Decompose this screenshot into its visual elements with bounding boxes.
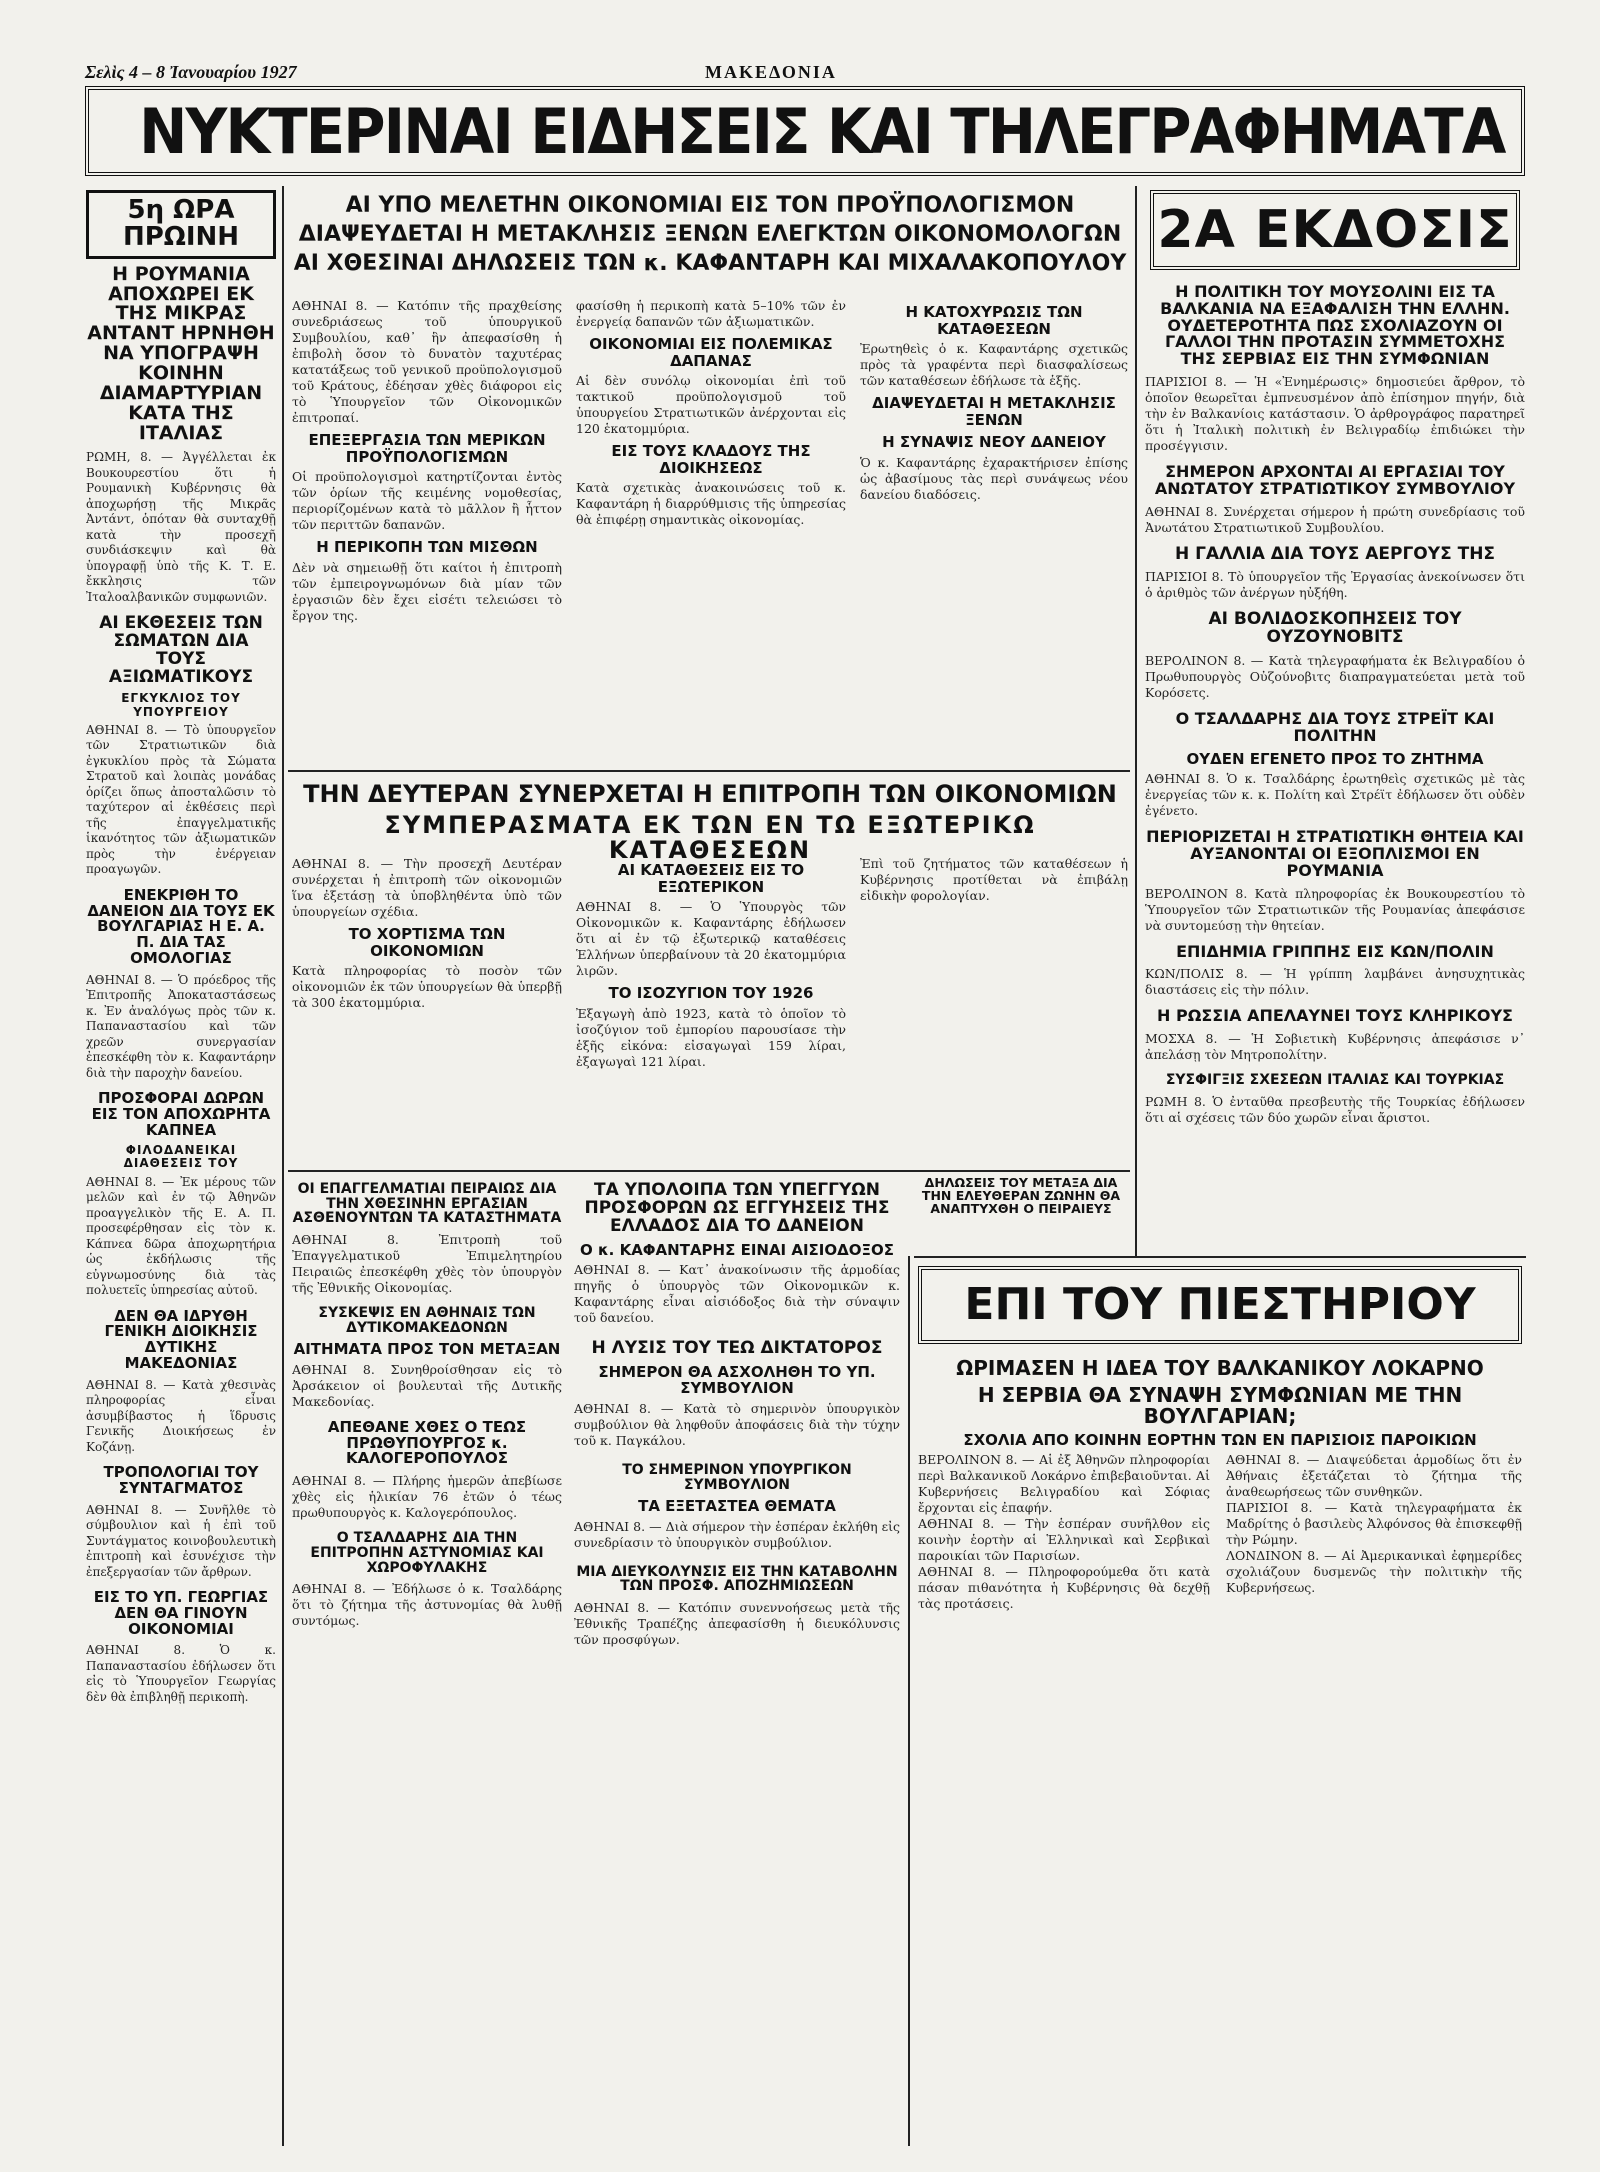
article-body: ΑΘΗΝΑΙ 8. — Κατὰ τὸ σημερινὸν ὑπουργικὸν συμβούλιον θὰ ληφθοῦν ἀποφάσεις διὰ τὴν τύχην τοῦ κ. Παγκάλου. <box>574 1400 900 1448</box>
text-column <box>860 856 1128 904</box>
article-body: ΠΑΡΙΣΙΟΙ 8. Τὸ ὑπουργεῖον τῆς Ἐργασίας ἀνεκοίνωσεν ὅτι ὁ ἀριθμὸς τῶν ἀνέργων ηὐξήθη. <box>1145 569 1525 601</box>
article-body: Δὲν νὰ σημειωθῇ ὅτι καίτοι ἡ ἐπιτροπὴ τῶν ἐμπειρογνωμόνων διὰ μίαν τῶν ἐργασιῶν δὲν ἔχει εἰσέτι τελειώσει τὸ ἔργον της. <box>292 559 562 623</box>
article-body: ΑΘΗΝΑΙ 8. — Διαψεύδεται ἁρμοδίως ὅτι ἐν Ἀθήναις ἐξετάζεται τὸ ζήτημα τῆς ἀναθεωρήσεως τῶν συνθηκῶν. <box>1226 1452 1522 1499</box>
headline: ΣΧΟΛΙΑ ΑΠΟ ΚΟΙΝΗΝ ΕΟΡΤΗΝ ΤΩΝ ΕΝ ΠΑΡΙΣΙΟΙΣ ΠΑΡΟΙΚΙΩΝ <box>963 1431 1477 1449</box>
column-rule <box>908 1256 910 2146</box>
article-body: ΠΑΡΙΣΙΟΙ 8. — Κατὰ τηλεγραφήματα ἐκ Μαδρίτης ὁ βασιλεὺς Ἀλφόνσος θὰ ἐπισκεφθῇ τὴν Ρώμην. <box>1226 1500 1522 1547</box>
text-column <box>860 298 1128 503</box>
subheadline: ΕΠΕΞΕΡΓΑΣΙΑ ΤΩΝ ΜΕΡΙΚΩΝ ΠΡΟΫΠΟΛΟΓΙΣΜΩΝ <box>308 431 546 466</box>
center-low-col-b <box>574 1176 900 2146</box>
column-rule <box>282 186 284 2146</box>
press-box-title: ΕΠΙ ΤΟΥ ΠΙΕΣΤΗΡΙΟΥ <box>964 1279 1476 1330</box>
article-body: ΚΩΝ/ΠΟΛΙΣ 8. — Ἡ γρίππη λαμβάνει ἀνησυχητικὰς διαστάσεις εἰς τὴν πόλιν. <box>1145 966 1525 998</box>
bottom-right-article <box>918 1352 1522 2146</box>
article-body: ΡΩΜΗ 8. Ὁ ἐνταῦθα πρεσβευτὴς τῆς Τουρκίας ἐδήλωσεν ὅτι αἱ σχέσεις τῶν δύο χωρῶν εἶναι ἄριστοι. <box>1145 1093 1525 1125</box>
article-body: ΑΘΗΝΑΙ 8. — Πληροφορούμεθα ὅτι κατὰ πάσαν πιθανότητα ἡ Κυβέρνησις θὰ δεχθῇ τὰς προτάσεις. <box>918 1564 1210 1611</box>
headline: Η ΓΑΛΛΙΑ ΔΙΑ ΤΟΥΣ ΑΕΡΓΟΥΣ ΤΗΣ <box>1174 543 1496 564</box>
article-body: ΑΘΗΝΑΙ 8. — Κατόπιν συνεννοήσεως μετὰ τῆς Ἐθνικῆς Τραπέζης ἀπεφασίσθη ἡ διευκόλυνσις τῶν προσφύγων. <box>574 1600 900 1648</box>
subheadline: ΑΙΤΗΜΑΤΑ ΠΡΟΣ ΤΟΝ ΜΕΤΑΞΑΝ <box>293 1340 561 1359</box>
article-body: ΑΘΗΝΑΙ 8. — Τὴν προσεχῆ Δευτέραν συνέρχεται ἡ ἐπιτροπὴ τῶν οἰκονομιῶν ἵνα ἐξετάσῃ τὰ ὑποβληθέντα ὑπὸ τῶν ὑπουργείων σχέδια. <box>292 856 562 919</box>
article-body: ΑΘΗΝΑΙ 8. Συνηθροίσθησαν εἰς τὸ Ἀρσάκειον οἱ βουλευταὶ τῆς Δυτικῆς Μακεδονίας. <box>292 1361 562 1409</box>
headline: ΤΗΝ ΔΕΥΤΕΡΑΝ ΣΥΝΕΡΧΕΤΑΙ Η ΕΠΙΤΡΟΠΗ ΤΩΝ ΟΙΚΟΝΟΜΙΩΝ <box>303 780 1117 808</box>
subheadline: ΔΙΑΨΕΥΔΕΤΑΙ Η ΜΕΤΑΚΛΗΣΙΣ ΞΕΝΩΝ <box>872 394 1116 429</box>
center-mid-article <box>292 776 1128 1166</box>
article-body: Οἱ προϋπολογισμοὶ κατηρτίζονται ἐντὸς τῶν ὁρίων τῆς κειμένης νομοθεσίας, περιορίζομένων κατὰ τὸ μᾶλλον ἢ ἧττον τῶν περιττῶν δαπανῶν. <box>292 469 562 532</box>
headline: ΑΙ ΧΘΕΣΙΝΑΙ ΔΗΛΩΣΕΙΣ ΤΩΝ κ. ΚΑΦΑΝΤΑΡΗ ΚΑΙ ΜΙΧΑΛΑΚΟΠΟΥΛΟΥ <box>293 251 1127 277</box>
article-body: ΑΘΗΝΑΙ 8. — Τὸ ὑπουργεῖον τῶν Στρατιωτικῶν διὰ ἐγκυκλίου πρὸς τὰ Σώματα Στρατοῦ καὶ λοιπὰς μονάδας ὁρίζει ὅπως ἀποσταλῶσιν τὸ ταχύτερον αἱ ἐκθέσεις περὶ τῆς ἐπαγγελματικῆς ἱκανότητος τῶν ἀξιωματικῶν πρὸς τὴν ἐνέργειαν προαγωγῶν. <box>86 722 276 877</box>
headline: Η ΣΕΡΒΙΑ ΘΑ ΣΥΝΑΨΗ ΣΥΜΦΩΝΙΑΝ ΜΕ ΤΗΝ ΒΟΥΛΓΑΡΙΑΝ; <box>977 1383 1463 1428</box>
kicker: 5η ΩΡΑ ΠΡΩΙΝΗ <box>86 190 276 259</box>
headline: ΤΡΟΠΟΛΟΓΙΑΙ ΤΟΥ ΣΥΝΤΑΓΜΑΤΟΣ <box>103 1463 259 1497</box>
masthead-title: ΜΑΚΕΔΟΝΙΑ <box>705 62 837 82</box>
article-body: ΛΟΝΔΙΝΟΝ 8. — Αἱ Ἀμερικανικαὶ ἐφημερίδες σχολιάζουν δυσμενῶς τὴν πολιτικὴν τῆς Κυβερνήσεως. <box>1226 1548 1522 1595</box>
headline: ΟΙ ΕΠΑΓΓΕΛΜΑΤΙΑΙ ΠΕΙΡΑΙΩΣ ΔΙΑ ΤΗΝ ΧΘΕΣΙΝΗΝ ΕΡΓΑΣΙΑΝ ΑΣΘΕΝΟΥΝΤΩΝ ΤΑ ΚΑΤΑΣΤΗΜΑΤΑ <box>292 1181 562 1227</box>
subheadline: ΦΙΛΟΔΑΝΕΙΚΑΙ ΔΙΑΘΕΣΕΙΣ ΤΟΥ <box>123 1143 239 1171</box>
headline: ΔΕΝ ΘΑ ΙΔΡΥΘΗ ΓΕΝΙΚΗ ΔΙΟΙΚΗΣΙΣ ΔΥΤΙΚΗΣ ΜΑΚΕΔΟΝΙΑΣ <box>104 1306 258 1372</box>
text-column <box>1226 1452 1522 1596</box>
headline: Ο ΤΣΑΛΔΑΡΗΣ ΔΙΑ ΤΗΝ ΕΠΙΤΡΟΠΗΝ ΑΣΤΥΝΟΜΙΑΣ ΚΑΙ ΧΩΡΟΦΥΛΑΚΗΣ <box>310 1530 544 1576</box>
article-body: ΑΘΗΝΑΙ 8. — Τὴν ἑσπέραν συνῆλθον εἰς κοινὴν ἑορτὴν αἱ Ἑλληνικαὶ καὶ Σερβικαὶ παροικίαι τῶν Παρισίων. <box>918 1516 1210 1563</box>
article-body: Κατὰ πληροφορίας τὸ ποσὸν τῶν οἰκονομιῶν ἐκ τῶν ὑπουργείων θὰ ὑπερβῇ τὰ 300 ἑκατομμύρια. <box>292 963 562 1010</box>
running-head <box>85 62 1525 86</box>
article-body: Ἐξαγωγὴ ἀπὸ 1923, κατὰ τὸ ὁποῖον τὸ ἰσοζύγιον τοῦ ἐμπορίου παρουσίασε τὴν ἑξῆς εἰκόνα: εἰσαγωγαὶ 159 λίραι, ἐξαγωγαὶ 121 λίραι. <box>576 1005 846 1069</box>
text-column <box>292 298 562 624</box>
section-rule <box>288 1170 1130 1172</box>
column-rule <box>1135 186 1137 1256</box>
section-rule <box>288 770 1130 772</box>
text-column <box>918 1452 1210 1612</box>
subheadline: ΤΟ ΙΣΟΖΥΓΙΟΝ ΤΟΥ 1926 <box>608 984 814 1002</box>
headline: Η ΡΟΥΜΑΝΙΑ ΑΠΟΧΩΡΕΙ ΕΚ ΤΗΣ ΜΙΚΡΑΣ ΑΝΤΑΝΤ ΗΡΝΗΘΗ ΝΑ ΥΠΟΓΡΑΨΗ ΚΟΙΝΗΝ ΔΙΑΜΑΡΤΥΡΙΑΝ ΚΑΤΑ ΤΗΣ ΙΤΑΛΙΑΣ <box>87 262 275 445</box>
left-column <box>86 188 276 2146</box>
subheadline: Η ΠΕΡΙΚΟΠΗ ΤΩΝ ΜΙΣΘΩΝ <box>316 538 538 556</box>
edition-box <box>1150 190 1520 270</box>
headline: ΠΕΡΙΟΡΙΖΕΤΑΙ Η ΣΤΡΑΤΙΩΤΙΚΗ ΘΗΤΕΙΑ ΚΑΙ ΑΥΞΑΝΟΝΤΑΙ ΟΙ ΕΞΟΠΛΙΣΜΟΙ ΕΝ ΡΟΥΜΑΝΙΑ <box>1146 827 1524 880</box>
article-body: ΑΘΗΝΑΙ 8. — Πλήρης ἡμερῶν ἀπεβίωσε χθὲς εἰς ἡλικίαν 76 ἐτῶν ὁ τέως πρωθυπουργὸς κ. Καλογερόπουλος. <box>292 1473 562 1521</box>
article-body: ΒΕΡΟΛΙΝΟΝ 8. — Αἱ ἐξ Ἀθηνῶν πληροφορίαι περὶ Βαλκανικοῦ Λοκάρνο ἐπιβεβαιοῦνται. Αἱ Κυβερνήσεις Βελιγραδίου καὶ Σόφιας ἔρχονται εἰς ἐπαφήν. <box>918 1452 1210 1515</box>
subheadline: ΕΙΣ ΤΟΥΣ ΚΛΑΔΟΥΣ ΤΗΣ ΔΙΟΙΚΗΣΕΩΣ <box>611 442 811 477</box>
headline: ΤΑ ΥΠΟΛΟΙΠΑ ΤΩΝ ΥΠΕΓΓΥΩΝ ΠΡΟΣΦΟΡΩΝ ΩΣ ΕΓΓΥΗΣΕΙΣ ΤΗΣ ΕΛΛΑΔΟΣ ΔΙΑ ΤΟ ΔΑΝΕΙΟΝ <box>584 1180 890 1236</box>
center-top-article <box>292 188 1128 766</box>
section-rule <box>914 1256 1526 1258</box>
article-body: ΑΘΗΝΑΙ 8. — Συνῆλθε τὸ σύμβουλιον καὶ ἡ ἐπὶ τοῦ Συντάγματος κοινοβουλευτικὴ ἐπιτροπὴ καὶ ἐσυνέχισε τὴν ἐπεξεργασίαν τῶν ἄρθρων. <box>86 1502 276 1579</box>
article-body: ΑΘΗΝΑΙ 8. — Ἐκ μέρους τῶν μελῶν καὶ ἐν τῷ Ἀθηνῶν προαγγελικὸν τῆς Ε. Α. Π. προσεφέρθησαν εἰς τὸν κ. Κάπνεα δῶρα ἀποχωρητήρια ὡς ἐκδήλωσις τῆς εὐγνωμοσύνης διὰ τὰς πολυετεῖς ὑπηρεσίας αὐτοῦ. <box>86 1174 276 1298</box>
headline: ΠΡΟΣΦΟΡΑΙ ΔΩΡΩΝ ΕΙΣ ΤΟΝ ΑΠΟΧΩΡΗΤΑ ΚΑΠΝΕΑ <box>91 1089 271 1139</box>
article-body: Ὁ κ. Καφαντάρης ἐχαρακτήρισεν ἐπίσης ὡς ἀβασίμους τὰς περὶ συνάψεως νέου δανείου διαδόσεις. <box>860 454 1128 502</box>
article-body: ΑΘΗΝΑΙ 8. — Κατ᾽ ἀνακοίνωσιν τῆς ἁρμοδίας πηγῆς ὁ ὑπουργὸς τῶν Οἰκονομικῶν κ. Καφαντάρης εἶναι αἰσιόδοξος διὰ τὴν σύναψιν τοῦ δανείου. <box>574 1262 900 1326</box>
subheadline: Η ΚΑΤΟΧΥΡΩΣΙΣ ΤΩΝ ΚΑΤΑΘΕΣΕΩΝ <box>905 303 1083 338</box>
article-body: ΑΘΗΝΑΙ 8. — Ὁ πρόεδρος τῆς Ἐπιτροπῆς Ἀποκαταστάσεως κ. Ἐν ἀναλόγως πρὸς τῶν κ. Παπαναστασίου καὶ τῶν χρεῶν συνεργασίαν ἐπεσκέφθη τὸν κ. Καφαντάρην διὰ τὴν παροχὴν δανείου. <box>86 972 276 1080</box>
subheadline: ΟΥΔΕΝ ΕΓΕΝΕΤΟ ΠΡΟΣ ΤΟ ΖΗΤΗΜΑ <box>1186 749 1484 768</box>
headline: Η ΛΥΣΙΣ ΤΟΥ ΤΕΩ ΔΙΚΤΑΤΟΡΟΣ <box>591 1338 883 1359</box>
headline: Η ΠΟΛΙΤΙΚΗ ΤΟΥ ΜΟΥΣΟΛΙΝΙ ΕΙΣ ΤΑ ΒΑΛΚΑΝΙΑ ΝΑ ΕΞΑΦΑΛΙΣΗ ΤΗΝ ΕΛΛΗΝ. ΟΥΔΕΤΕΡΟΤΗΤΑ ΠΩΣ ΣΧΟΛΙΑΖΟΥΝ ΟΙ ΓΑΛΛΟΙ ΤΗΝ ΠΡΟΤΑΣΙΝ ΣΥΜΜΕΤΟΧΗΣ ΤΗΣ ΣΕΡΒΙΑΣ ΕΙΣ ΤΗΝ ΣΥΜΦΩΝΙΑΝ <box>1160 282 1510 369</box>
section-banner <box>85 86 1525 176</box>
article-body: ΑΘΗΝΑΙ 8. Ὁ κ. Παπαναστασίου ἐδήλωσεν ὅτι εἰς τὸ Ὑπουργεῖον Γεωργίας δὲν θὰ ἐπιβληθῇ περικοπὴ. <box>86 1643 276 1704</box>
edition-label: 2Α ΕΚΔΟΣΙΣ <box>1157 200 1513 260</box>
headline: ΣΥΣΦΙΓΞΙΣ ΣΧΕΣΕΩΝ ΙΤΑΛΙΑΣ ΚΑΙ ΤΟΥΡΚΙΑΣ <box>1165 1072 1505 1089</box>
article-body: ΑΘΗΝΑΙ 8. — Ἐδήλωσε ὁ κ. Τσαλδάρης ὅτι τὸ ζήτημα τῆς ἀστυνομίας θὰ λυθῇ συντόμως. <box>292 1581 562 1629</box>
subheadline: ΤΟ ΧΟΡΤΙΣΜΑ ΤΩΝ ΟΙΚΟΝΟΜΙΩΝ <box>348 925 506 960</box>
headline: ΑΙ ΥΠΟ ΜΕΛΕΤΗΝ ΟΙΚΟΝΟΜΙΑΙ ΕΙΣ ΤΟΝ ΠΡΟΫΠΟΛΟΓΙΣΜΟΝ <box>345 193 1075 218</box>
right-column <box>1145 278 1525 1254</box>
page-date: Σελὶς 4 – 8 Ἰανουαρίου 1927 <box>85 62 297 82</box>
center-low-col-a <box>292 1176 562 2146</box>
article-body: ΑΘΗΝΑΙ 8. — Διὰ σήμερον τὴν ἑσπέραν ἐκλήθη εἰς συνεδρίασιν τὸ ὑπουργικὸν συμβούλιον. <box>574 1518 900 1550</box>
press-box <box>918 1266 1522 1344</box>
text-column <box>576 856 846 1070</box>
headline: ΣΥΜΠΕΡΑΣΜΑΤΑ ΕΚ ΤΩΝ ΕΝ ΤΩ ΕΞΩΤΕΡΙΚΩ ΚΑΤΑΘΕΣΕΩΝ <box>384 811 1036 865</box>
article-body: ΑΘΗΝΑΙ 8. — Κατόπιν τῆς πραχθείσης συνεδριάσεως τοῦ ὑπουργικοῦ Συμβουλίου, καθ᾽ ἣν ἀπεφασίσθη ἡ ἐπιβολὴ ὅσον τὸ δυνατὸν ταχυτέρας κατατάξεως τοῦ γενικοῦ προϋπολογισμοῦ τοῦ Κράτους, ἐδέησαν χθὲς διάφοροι εἰς τὸ Ὑπουργεῖον τῶν Οἰκονομικῶν ἐπιτροπαί. <box>292 298 562 425</box>
headline: Ο ΤΣΑΛΔΑΡΗΣ ΔΙΑ ΤΟΥΣ ΣΤΡΕΪΤ ΚΑΙ ΠΟΛΙΤΗΝ <box>1175 709 1495 745</box>
subheadline: ΤΑ ΕΞΕΤΑΣΤΕΑ ΘΕΜΑΤΑ <box>638 1497 836 1516</box>
headline: Η ΡΩΣΣΙΑ ΑΠΕΛΑΥΝΕΙ ΤΟΥΣ ΚΛΗΡΙΚΟΥΣ <box>1157 1006 1513 1026</box>
headline: ΩΡΙΜΑΣΕΝ Η ΙΔΕΑ ΤΟΥ ΒΑΛΚΑΝΙΚΟΥ ΛΟΚΑΡΝΟ <box>956 1356 1484 1380</box>
subheadline: Η ΣΥΝΑΨΙΣ ΝΕΟΥ ΔΑΝΕΙΟΥ <box>882 433 1106 451</box>
article-body: ΑΘΗΝΑΙ 8. Ἐπιτροπὴ τοῦ Ἐπαγγελματικοῦ Ἐπιμελητηρίου Πειραιῶς ἐπεσκέφθη χθὲς τὸν ὑπουργὸν τῆς Ἐθνικῆς Οἰκονομίας. <box>292 1232 562 1296</box>
headline: ΣΥΣΚΕΨΙΣ ΕΝ ΑΘΗΝΑΙΣ ΤΩΝ ΔΥΤΙΚΟΜΑΚΕΔΟΝΩΝ <box>318 1305 536 1336</box>
article-body: ΒΕΡΟΛΙΝΟΝ 8. Κατὰ πληροφορίας ἐκ Βουκουρεστίου τὸ Ὑπουργεῖον τῶν Στρατιωτικῶν τῆς Ρουμανίας ἀπεφάσισε νὰ συντομεύσῃ τὴν θητείαν. <box>1145 885 1525 933</box>
center-low-col-c <box>914 1176 1128 1252</box>
subheadline: ΣΗΜΕΡΟΝ ΘΑ ΑΣΧΟΛΗΘΗ ΤΟ ΥΠ. ΣΥΜΒΟΥΛΙΟΝ <box>598 1362 876 1398</box>
subheadline: ΕΓΚΥΚΛΙΟΣ ΤΟΥ ΥΠΟΥΡΓΕΙΟΥ <box>121 691 241 719</box>
article-body: ΡΩΜΗ, 8. — Ἀγγέλλεται ἐκ Βουκουρεστίου ὅτι ἡ Ρουμανικὴ Κυβέρνησις θὰ ἀποχωρήσῃ τῆς Μικρᾶς Ἀντάντ, ὁπόταν θὰ συνταχθῇ κατὰ τὴν προσεχῆ συνδιάσκεψιν καὶ θὰ ὑπογραφῇ ὑπὸ τῆς Κ. Τ. Ε. ἔκκλησις τῶν Ἰταλοαλβανικῶν συμφωνιῶν. <box>86 450 276 604</box>
article-body: ΑΘΗΝΑΙ 8. Ὁ κ. Τσαλδάρης ἐρωτηθεὶς σχετικῶς μὲ τὰς ἐνεργείας τῶν κ. κ. Πολίτη καὶ Στρέϊτ ἐδήλωσεν ὅτι οὐδὲν ἐγένετο. <box>1145 771 1525 819</box>
subheadline: ΑΙ ΚΑΤΑΘΕΣΕΙΣ ΕΙΣ ΤΟ ΕΞΩΤΕΡΙΚΟΝ <box>617 861 805 896</box>
headline: ΣΗΜΕΡΟΝ ΑΡΧΟΝΤΑΙ ΑΙ ΕΡΓΑΣΙΑΙ ΤΟΥ ΑΝΩΤΑΤΟΥ ΣΤΡΑΤΙΩΤΙΚΟΥ ΣΥΜΒΟΥΛΙΟΥ <box>1154 461 1516 498</box>
article-body: ΜΟΣΧΑ 8. — Ἡ Σοβιετικὴ Κυβέρνησις ἀπεφάσισε ν᾽ ἀπελάσῃ τὸν Μητροπολίτην. <box>1145 1031 1525 1063</box>
text-column <box>576 298 846 528</box>
article-body: Ἐπὶ τοῦ ζητήματος τῶν καταθέσεων ἡ Κυβέρνησις προτίθεται νὰ ἐπιβάλῃ εἰδικὴν φορολογίαν. <box>860 856 1128 903</box>
text-column <box>292 856 562 1011</box>
article-body: φασίσθη ἡ περικοπὴ κατὰ 5–10% τῶν ἐν ἐνεργείᾳ δαπανῶν τῶν ἀξιωματικῶν. <box>576 298 846 329</box>
article-body: ΑΘΗΝΑΙ 8. Συνέρχεται σήμερον ἡ πρώτη συνεδρίασις τοῦ Ἀνωτάτου Στρατιωτικοῦ Συμβουλίου. <box>1145 503 1525 535</box>
article-body: ΒΕΡΟΛΙΝΟΝ 8. — Κατὰ τηλεγραφήματα ἐκ Βελιγραδίου ὁ Πρωθυπουργὸς Οὐζούνοβιτς διαπραγματεύεται μετὰ τοῦ Κορόσετς. <box>1145 653 1525 701</box>
article-body: Ἐρωτηθεὶς ὁ κ. Καφαντάρης σχετικῶς πρὸς τὰ γραφέντα περὶ διασφαλίσεως τῶν καταθέσεων ἐδήλωσε τὰ ἑξῆς. <box>860 341 1128 388</box>
headline: ΑΙ ΒΟΛΙΔΟΣΚΟΠΗΣΕΙΣ ΤΟΥ ΟΥΖΟΥΝΟΒΙΤΣ <box>1208 609 1462 648</box>
headline: ΕΙΣ ΤΟ ΥΠ. ΓΕΩΡΓΙΑΣ ΔΕΝ ΘΑ ΓΙΝΟΥΝ ΟΙΚΟΝΟΜΙΑΙ <box>93 1588 269 1638</box>
headline: ΑΠΕΘΑΝΕ ΧΘΕΣ Ο ΤΕΩΣ ΠΡΩΘΥΠΟΥΡΓΟΣ κ. ΚΑΛΟΓΕΡΟΠΟΥΛΟΣ <box>327 1417 527 1468</box>
article-body: Αἱ δὲν συνόλῳ οἰκονομίαι ἐπὶ τοῦ τακτικοῦ προϋπολογισμοῦ τοῦ ὑπουργείου Στρατιωτικῶν ἀνέρχονται εἰς 120 ἑκατομμύρια. <box>576 373 846 436</box>
headline: ΕΠΙΔΗΜΙΑ ΓΡΙΠΠΗΣ ΕΙΣ ΚΩΝ/ΠΟΛΙΝ <box>1176 941 1494 961</box>
headline: ΔΙΑΨΕΥΔΕΤΑΙ Η ΜΕΤΑΚΛΗΣΙΣ ΞΕΝΩΝ ΕΛΕΓΚΤΩΝ ΟΙΚΟΝΟΜΟΛΟΓΩΝ <box>298 222 1122 248</box>
headline: ΔΗΛΩΣΕΙΣ ΤΟΥ ΜΕΤΑΞΑ ΔΙΑ ΤΗΝ ΕΛΕΥΘΕΡΑΝ ΖΩΝΗΝ ΘΑ ΑΝΑΠΤΥΧΘΗ Ο ΠΕΙΡΑΙΕΥΣ <box>921 1176 1121 1217</box>
banner-title: ΝΥΚΤΕΡΙΝΑΙ ΕΙΔΗΣΕΙΣ ΚΑΙ ΤΗΛΕΓΡΑΦΗΜΑΤΑ <box>139 95 1505 168</box>
article-body: ΑΘΗΝΑΙ 8. — Κατὰ χθεσινὰς πληροφορίας εἶναι ἀσυμβίβαστος ἡ ἵδρυσις Γενικῆς Διοικήσεως ἐν Κοζάνῃ. <box>86 1377 276 1454</box>
article-body: Κατὰ σχετικὰς ἀνακοινώσεις τοῦ κ. Καφαντάρη ἡ διαρρύθμισις τῆς ὑπηρεσίας θὰ ἐπιφέρῃ σημαντικὰς οἰκονομίας. <box>576 480 846 527</box>
subheadline: Ο κ. ΚΑΦΑΝΤΑΡΗΣ ΕΙΝΑΙ ΑΙΣΙΟΔΟΞΟΣ <box>580 1240 894 1259</box>
headline: ΕΝΕΚΡΙΘΗ ΤΟ ΔΑΝΕΙΟΝ ΔΙΑ ΤΟΥΣ ΕΚ ΒΟΥΛΓΑΡΙΑΣ Η Ε. Α. Π. ΔΙΑ ΤΑΣ ΟΜΟΛΟΓΙΑΣ <box>87 885 275 967</box>
headline: ΑΙ ΕΚΘΕΣΕΙΣ ΤΩΝ ΣΩΜΑΤΩΝ ΔΙΑ ΤΟΥΣ ΑΞΙΩΜΑΤΙΚΟΥΣ <box>99 613 263 687</box>
headline: ΤΟ ΣΗΜΕΡΙΝΟΝ ΥΠΟΥΡΓΙΚΟΝ ΣΥΜΒΟΥΛΙΟΝ <box>622 1461 852 1493</box>
subheadline: ΟΙΚΟΝΟΜΙΑΙ ΕΙΣ ΠΟΛΕΜΙΚΑΣ ΔΑΠΑΝΑΣ <box>589 335 833 370</box>
article-body: ΑΘΗΝΑΙ 8. — Ὁ Ὑπουργὸς τῶν Οἰκονομικῶν κ. Καφαντάρης ἐδήλωσεν ὅτι αἱ ἐν τῷ ἐξωτερικῷ καταθέσεις Ἑλλήνων ὑπερβαίνουν τὰ 20 ἑκατομμύρια λιρῶν. <box>576 899 846 978</box>
headline: ΜΙΑ ΔΙΕΥΚΟΛΥΝΣΙΣ ΕΙΣ ΤΗΝ ΚΑΤΑΒΟΛΗΝ ΤΩΝ ΠΡΟΣΦ. ΑΠΟΖΗΜΙΩΣΕΩΝ <box>576 1563 898 1595</box>
article-body: ΠΑΡΙΣΙΟΙ 8. — Ἡ «Ἐνημέρωσις» δημοσιεύει ἄρθρον, τὸ ὁποῖον θεωρεῖται ἐμπνευσμένον ἀπὸ ἐπίσημον πηγήν, διὰ τὴν ἐν Βαλκανίοις κατάστασιν. Ὁ ἀρθρογράφος παρατηρεῖ ὅτι ἡ Ἰταλικὴ πολιτικὴ ἐν Βελιγραδίῳ ἐπιδιώκει τὴν προσέγγισιν. <box>1145 373 1525 453</box>
